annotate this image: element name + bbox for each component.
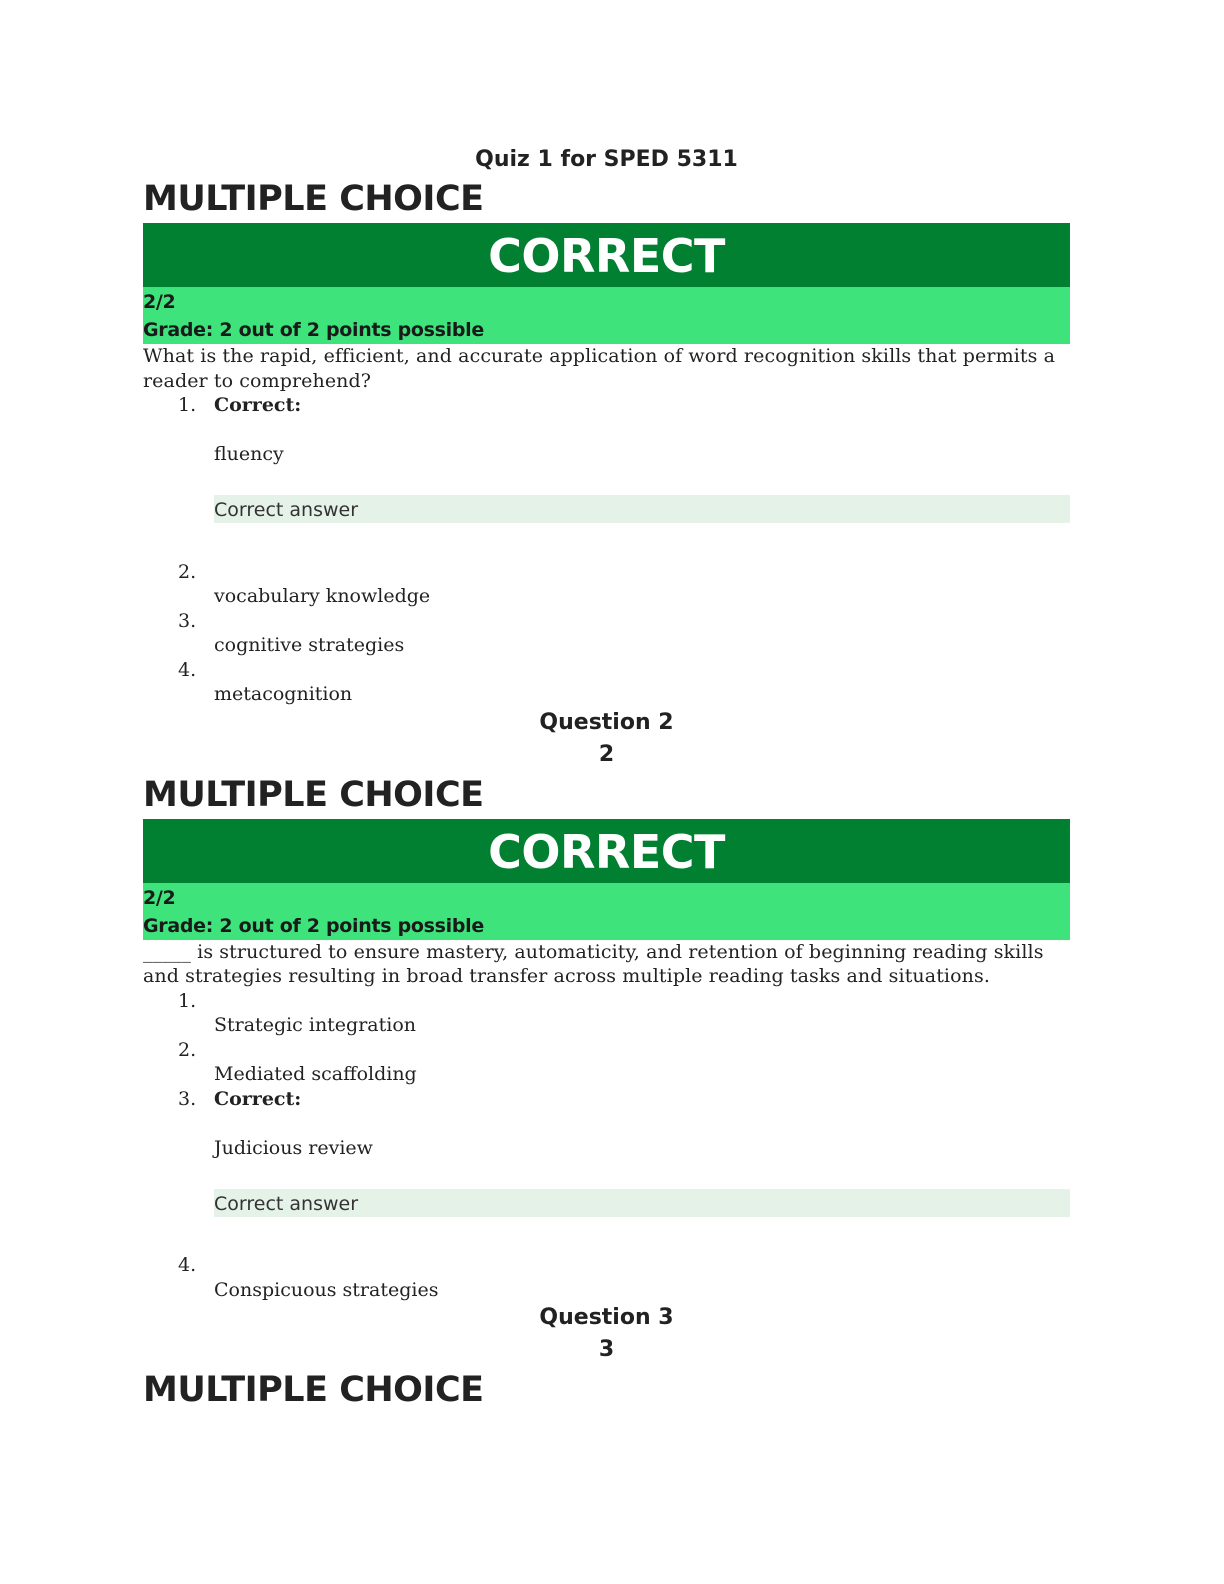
question-text: What is the rapid, efficient, and accurate application of word recognition skills that permits a reader to comprehend?	[143, 345, 1056, 392]
question-1	[143, 175, 1070, 707]
question-heading-number: 3	[598, 1337, 615, 1362]
grade-text: Grade: 2 out of 2 points possible	[143, 319, 484, 341]
option-text: Judicious review	[214, 1136, 373, 1159]
option-number: 4.	[178, 1254, 197, 1276]
correct-label: Correct:	[214, 1087, 302, 1110]
option-text: vocabulary knowledge	[214, 585, 431, 607]
answer-list	[143, 393, 1070, 707]
answer-option-4	[143, 1253, 1070, 1302]
score: 2/2	[143, 291, 176, 313]
option-number: 3.	[178, 1087, 197, 1110]
question-heading: Question 2	[539, 709, 674, 735]
option-number: 1.	[178, 989, 197, 1012]
answer-option-4	[143, 658, 1070, 707]
option-text: Mediated scaffolding	[214, 1063, 417, 1085]
question-heading: Question 3	[539, 1305, 674, 1330]
question-type-heading: MULTIPLE CHOICE	[143, 774, 484, 815]
option-number: 1.	[178, 394, 197, 416]
answer-option-2	[143, 560, 1070, 609]
option-number: 4.	[178, 658, 197, 681]
question-2	[143, 707, 1070, 1303]
option-text: Conspicuous strategies	[214, 1278, 439, 1301]
question-type-heading: MULTIPLE CHOICE	[143, 1370, 484, 1410]
answer-option-3	[143, 609, 1070, 658]
option-number: 2.	[178, 1038, 197, 1061]
answer-list	[143, 989, 1070, 1303]
question-type-heading: MULTIPLE CHOICE	[143, 179, 484, 219]
question-heading-number: 2	[598, 741, 615, 767]
question-3	[143, 1302, 1070, 1414]
correct-answer-badge: Correct answer	[214, 1189, 1070, 1217]
answer-option-3	[143, 1087, 1070, 1254]
status-banner: CORRECT	[143, 819, 1070, 883]
page-title: Quiz 1 for SPED 5311	[475, 147, 738, 172]
answer-option-1	[143, 989, 1070, 1038]
grade-box	[143, 883, 1070, 940]
answer-option-1	[143, 393, 1070, 560]
grade-box	[143, 287, 1070, 344]
correct-answer-badge: Correct answer	[214, 495, 1070, 523]
correct-label: Correct:	[214, 394, 302, 416]
score: 2/2	[143, 886, 176, 909]
option-text: fluency	[214, 443, 284, 465]
answer-option-2	[143, 1038, 1070, 1087]
question-text: _____ is structured to ensure mastery, automaticity, and retention of beginning reading skills and strategies resulting in broad transfer across multiple reading tasks and situations.	[143, 940, 1044, 987]
grade-text: Grade: 2 out of 2 points possible	[143, 914, 484, 937]
option-text: cognitive strategies	[214, 634, 405, 656]
option-text: metacognition	[214, 683, 353, 705]
option-number: 3.	[178, 609, 197, 632]
option-text: Strategic integration	[214, 1014, 417, 1036]
option-number: 2.	[178, 560, 197, 583]
quiz-document	[143, 145, 1070, 1414]
status-banner: CORRECT	[143, 223, 1070, 287]
